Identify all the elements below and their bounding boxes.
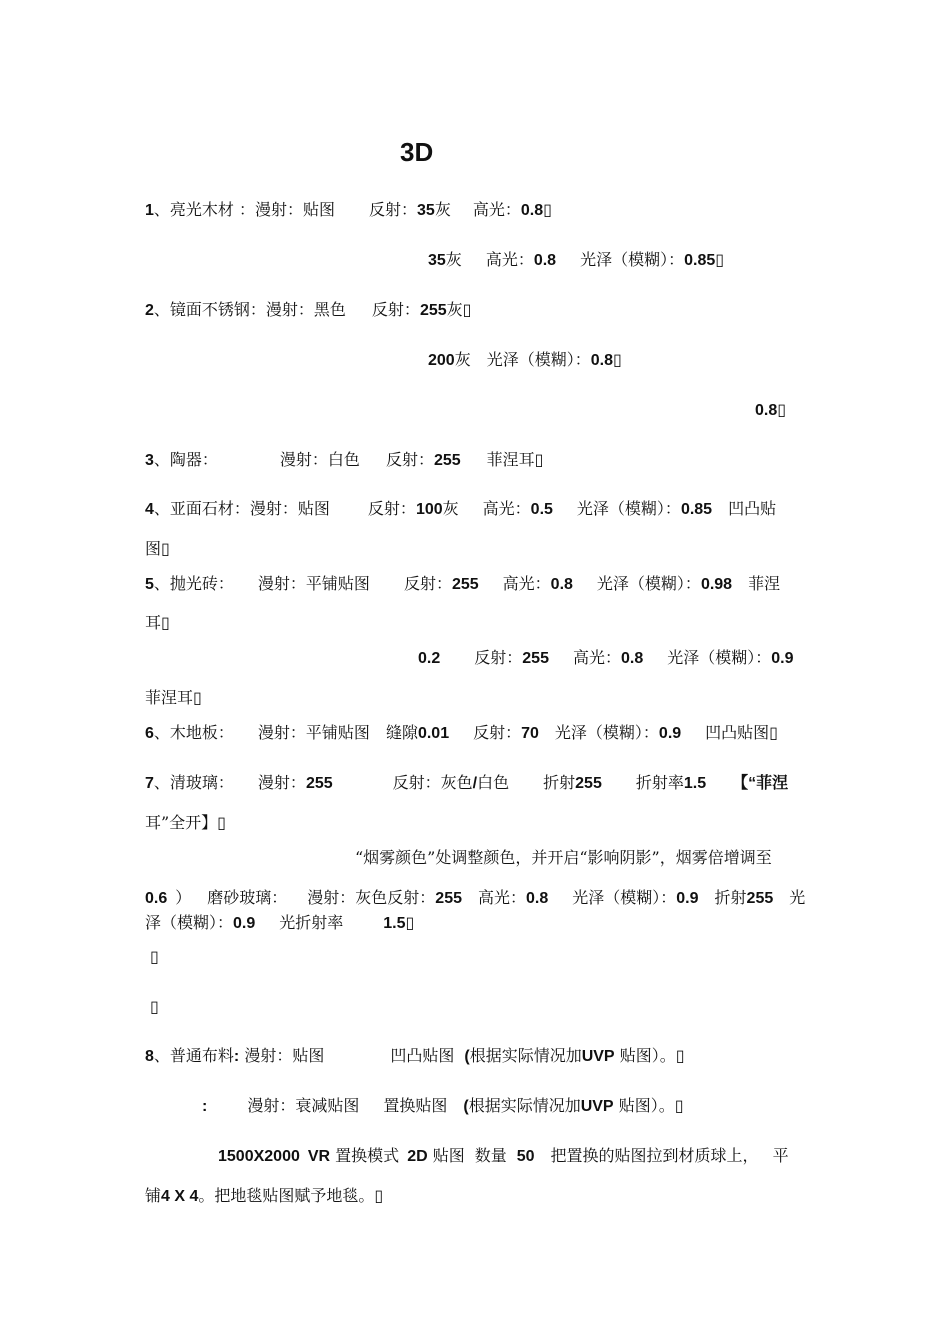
value: 35 [417, 202, 435, 219]
value: 255 [575, 775, 602, 792]
text: 灰▯ [446, 300, 472, 319]
value: 0.9 [676, 890, 699, 907]
text: 光泽（模糊）： [576, 499, 681, 518]
line-11 [418, 648, 794, 669]
text: 漫射：平铺贴图 [257, 574, 370, 593]
text: 折射率 [635, 773, 684, 792]
text: 置换贴图 [383, 1096, 448, 1115]
text: 凹凸贴 [728, 499, 777, 518]
text: 凹凸贴图▯ [705, 723, 778, 742]
text: 灰 [434, 200, 451, 219]
value: 0.6 [145, 890, 168, 907]
value: 255 [435, 890, 462, 907]
text: 漫射：平铺贴图 [257, 723, 370, 742]
text: 反射： [367, 499, 416, 518]
text: 铺 [145, 1186, 162, 1205]
value: 0.8 [755, 402, 778, 419]
text: “烟雾颜色”处调整颜色，并开启“影响阴影”，烟雾倍增调至 [355, 848, 772, 867]
item-number: 1 [145, 202, 154, 219]
value: 0.98 [700, 576, 733, 593]
value: 35 [428, 252, 446, 269]
text: 、陶器： [153, 450, 218, 469]
value: 0.8 [620, 650, 644, 667]
page-title: 3D [400, 137, 434, 167]
text: 光泽（模糊）： [554, 723, 659, 742]
value: 0.8 [550, 576, 573, 593]
text: 菲涅耳▯ [486, 450, 544, 469]
line-6 [145, 450, 543, 471]
line-20 [150, 997, 159, 1017]
text: 光折射率 [279, 913, 344, 932]
line-24 [145, 1186, 383, 1207]
text: 、亚面石材：漫射：贴图 [153, 499, 330, 518]
text: 平 [772, 1146, 789, 1165]
text: ） [175, 888, 192, 907]
value: 1500X2000 [218, 1148, 300, 1165]
placeholder-glyph: ▯ [543, 200, 552, 219]
line-7 [145, 499, 776, 520]
text: 反射： [474, 648, 523, 667]
text: 光 [789, 888, 806, 907]
placeholder-glyph: ▯ [150, 997, 159, 1016]
text: 耳”全开】▯ [145, 813, 226, 832]
value: 70 [521, 725, 539, 742]
value: 255 [305, 775, 333, 792]
line-19 [150, 947, 159, 967]
placeholder-glyph: ▯ [715, 250, 725, 269]
text: 把置换的贴图拉到材质球上， [550, 1146, 759, 1165]
placeholder-glyph: ▯ [405, 913, 415, 932]
text: 、普通布料 [153, 1046, 234, 1065]
text: 反射： [403, 574, 452, 593]
text: 光泽（模糊）： [572, 888, 677, 907]
line-21 [145, 1046, 685, 1067]
text: : [202, 1098, 208, 1115]
text: 、清玻璃： [153, 773, 234, 792]
text: 、亮光木材 ：漫射：贴图 [153, 200, 335, 219]
value: 0.8 [590, 352, 613, 369]
value: 0.85 [680, 501, 713, 518]
value: 100 [415, 501, 443, 518]
text: 反射： [371, 300, 420, 319]
value: 255 [451, 576, 479, 593]
text: 光泽（模糊）： [580, 250, 685, 269]
text: 2D [407, 1148, 428, 1165]
line-4 [428, 350, 622, 371]
line-1 [145, 200, 552, 221]
line-23 [218, 1146, 789, 1167]
text: 贴图 [427, 1146, 465, 1165]
item-number: 6 [145, 725, 154, 742]
text: 光泽（模糊）： [486, 350, 591, 369]
text: 反射：灰色 [392, 773, 473, 792]
text: 高光： [485, 250, 534, 269]
value: 0.01 [417, 725, 450, 742]
text: 贴图）。▯ [613, 1096, 684, 1115]
text: / [472, 775, 478, 792]
text: 折射 [714, 888, 747, 907]
text: 。把地毯贴图赋予地毯。▯ [198, 1186, 384, 1205]
value: 0.2 [418, 650, 441, 667]
value: 4 X 4 [161, 1188, 199, 1205]
line-10 [145, 613, 170, 633]
line-12 [145, 688, 202, 708]
value: 50 [516, 1148, 535, 1165]
text: 、木地板： [153, 723, 234, 742]
text: 凹凸贴图 [390, 1046, 455, 1065]
line-13 [145, 723, 778, 744]
line-5 [755, 400, 786, 421]
text: 、镜面不锈钢：漫射：黑色 [153, 300, 346, 319]
line-18 [145, 913, 414, 934]
text: 反射： [369, 200, 418, 219]
value: 0.9 [658, 725, 682, 742]
placeholder-glyph: ▯ [150, 947, 159, 966]
value: 1.5 [383, 915, 406, 932]
text: 菲涅 [748, 574, 781, 593]
item-number: 7 [145, 775, 154, 792]
text: 灰 [442, 499, 459, 518]
value: 255 [433, 452, 461, 469]
text: 耳▯ [145, 613, 170, 632]
text: 反射： [473, 723, 522, 742]
placeholder-glyph: ▯ [612, 350, 622, 369]
text: 高光： [472, 200, 521, 219]
value: 1.5 [683, 775, 707, 792]
item-number: 5 [145, 576, 154, 593]
text: 高光： [482, 499, 531, 518]
line-16 [355, 848, 772, 868]
placeholder-glyph: ▯ [777, 400, 787, 419]
line-3 [145, 300, 471, 321]
text: 折射 [543, 773, 576, 792]
text: 漫射：灰色反射： [307, 888, 436, 907]
text: 【“菲涅 [732, 775, 789, 792]
text: UVP [581, 1048, 615, 1065]
line-17 [145, 888, 805, 909]
text: 光泽（模糊）： [596, 574, 701, 593]
value: 255 [746, 890, 774, 907]
value: 0.9 [771, 650, 794, 667]
text: 数量 [474, 1146, 507, 1165]
text: VR [307, 1148, 331, 1165]
item-number: 4 [145, 501, 154, 518]
text: UVP [580, 1098, 614, 1115]
value: 0.85 [684, 252, 716, 269]
value: 255 [522, 650, 549, 667]
line-22 [202, 1096, 684, 1117]
value: 0.9 [233, 915, 256, 932]
text: 磨砂玻璃： [207, 888, 288, 907]
text: 漫射：衰减贴图 [247, 1096, 360, 1115]
value: 0.8 [533, 252, 557, 269]
text: : [233, 1048, 240, 1065]
text: ( [463, 1098, 469, 1115]
value: 0.8 [526, 890, 549, 907]
text: 贴图）。▯ [614, 1046, 685, 1065]
text: 置换模式 [330, 1146, 400, 1165]
text: ( [464, 1048, 470, 1065]
text: 漫射： [257, 773, 306, 792]
text: 根据实际情况加 [468, 1096, 581, 1115]
text: 泽（模糊）： [145, 913, 234, 932]
text: 高光： [478, 888, 527, 907]
text: 缝隙 [385, 723, 418, 742]
line-15 [145, 813, 226, 833]
text: 高光： [572, 648, 621, 667]
text: 根据实际情况加 [469, 1046, 582, 1065]
text: 反射： [385, 450, 434, 469]
line-8 [145, 539, 170, 559]
item-number: 2 [145, 302, 154, 319]
text: 漫射：贴图 [239, 1046, 325, 1065]
text: 、抛光砖： [153, 574, 234, 593]
text: 灰 [445, 250, 462, 269]
text: 光泽（模糊）： [667, 648, 772, 667]
line-9 [145, 574, 780, 595]
text: 菲涅耳▯ [145, 688, 202, 707]
text: 白色 [477, 773, 510, 792]
value: 0.5 [530, 501, 553, 518]
line-14 [145, 773, 788, 794]
text: 高光： [502, 574, 551, 593]
value: 0.8 [520, 202, 544, 219]
value: 255 [419, 302, 447, 319]
value: 200 [428, 352, 455, 369]
item-number: 3 [145, 452, 154, 469]
text: 灰 [454, 350, 471, 369]
line-2 [428, 250, 724, 271]
text: 漫射：白色 [279, 450, 360, 469]
item-number: 8 [145, 1048, 154, 1065]
text: 图▯ [145, 539, 170, 558]
